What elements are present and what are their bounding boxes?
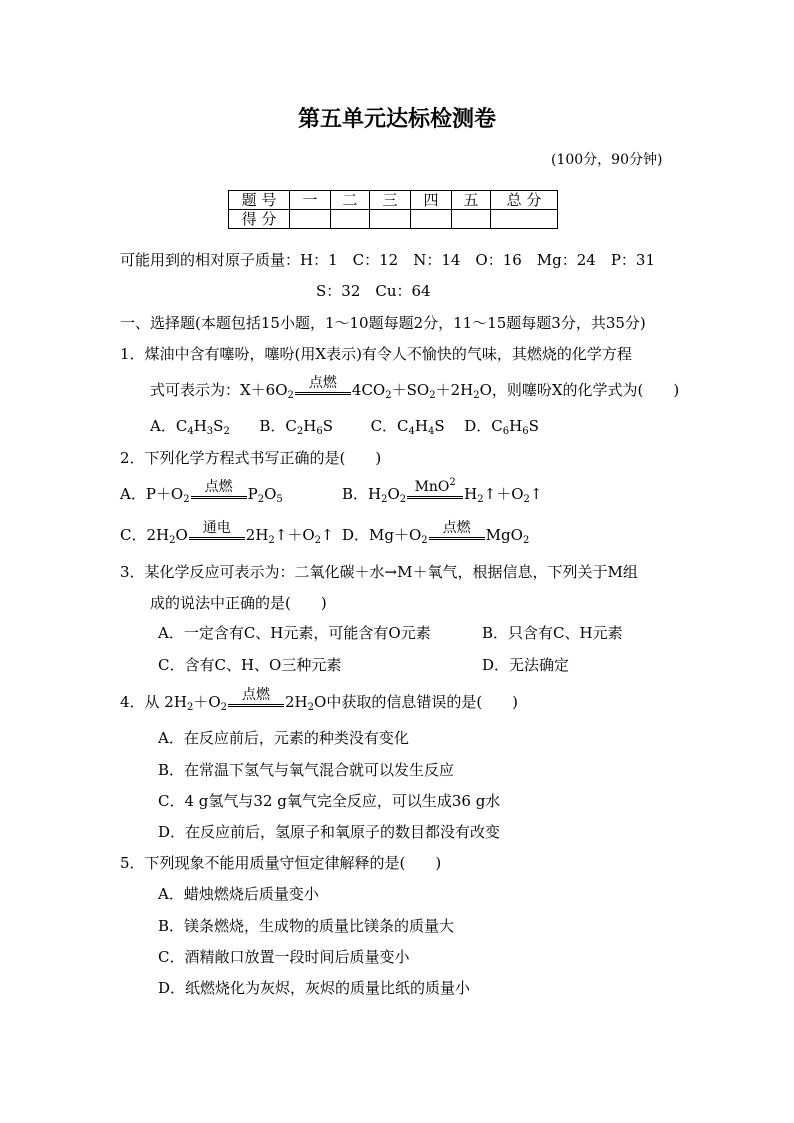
condition-label: 点燃 — [308, 375, 337, 391]
table-cell: 三 — [370, 191, 411, 210]
table-cell: 四 — [411, 191, 452, 210]
atomic-mass-line1: 可能用到的相对原子质量：H：1 C：12 N：14 O：16 Mg：24 P：31 — [120, 251, 656, 269]
question-3-stem: 3．某化学反应可表示为：二氧化碳＋水→M＋氧气，根据信息，下列关于M组 — [120, 563, 638, 581]
score-input-cell[interactable] — [331, 210, 370, 229]
score-input-cell[interactable] — [370, 210, 411, 229]
option-a[interactable]: A．$P+O_2$ 点燃 $P_2O_5$ — [120, 479, 283, 505]
question-5-stem: 5．下列现象不能用质量守恒定律解释的是( ) — [120, 854, 442, 872]
condition-label: 点燃 — [442, 520, 471, 536]
condition-label: 通电 — [202, 520, 231, 536]
question-1-options — [150, 416, 539, 436]
question-3-stem-cont: 成的说法中正确的是( ) — [150, 594, 327, 612]
equation-tail: ，则噻吩X的化学式为( ) — [491, 381, 680, 399]
option-c[interactable]: C．$2H_2O$ 通电 $2H_2↑+O_2↑$ — [120, 520, 334, 546]
table-cell: 总 分 — [491, 191, 558, 210]
option-a[interactable]: A．在反应前后，元素的种类没有变化 — [158, 729, 409, 747]
table-cell: 一 — [290, 191, 331, 210]
table-cell: 题 号 — [229, 191, 290, 210]
question-1-equation: 式可表示为：$X+6O_2$ 点燃 $4CO_2+SO_2+2H_2O$，则噻吩X的化学式为( ) — [150, 375, 680, 401]
option-d[interactable]: D．在反应前后，氢原子和氧原子的数目都没有改变 — [158, 823, 501, 841]
option-c[interactable]: C．酒精敞口放置一段时间后质量变小 — [158, 948, 410, 966]
atomic-mass-line2: S：32 Cu：64 — [316, 282, 431, 300]
option-b[interactable]: B．在常温下氢气与氧气混合就可以发生反应 — [158, 761, 455, 779]
option-c[interactable]: C．4 g氢气与32 g氧气完全反应，可以生成36 g水 — [158, 792, 501, 810]
section-heading: 一、选择题(本题包括15小题，1～10题每题2分，11～15题每题3分，共35分) — [120, 314, 646, 332]
table-cell: 五 — [452, 191, 491, 210]
score-input-cell[interactable] — [452, 210, 491, 229]
option-c[interactable]: C．含有C、H、O三种元素 — [158, 656, 342, 674]
option-b[interactable]: B．$H_2O_2$ MnO$^2$ $H_2↑+O_2↑$ — [342, 477, 543, 505]
score-input-cell[interactable] — [290, 210, 331, 229]
equation-text: 式可表示为：X＋6O — [150, 381, 288, 399]
question-4-stem: 4．从 $2H_2+O_2$ 点燃 $2H_2O$中获取的信息错误的是( ) — [120, 687, 519, 713]
table-cell: 二 — [331, 191, 370, 210]
option-b[interactable]: B．$C_2H_6S$ — [259, 417, 334, 437]
stem-tail: 中获取的信息错误的是( ) — [326, 693, 519, 711]
option-b[interactable]: B．镁条燃烧，生成物的质量比镁条的质量大 — [158, 917, 455, 935]
condition-label: 点燃 — [242, 687, 270, 703]
score-input-cell[interactable] — [491, 210, 558, 229]
page-title: 第五单元达标检测卷 — [297, 106, 496, 132]
option-c[interactable]: C．$C_4H_4S$ — [370, 417, 445, 437]
option-d[interactable]: D．$C_6H_6S$ — [464, 417, 539, 437]
score-input-cell[interactable] — [411, 210, 452, 229]
table-row — [229, 210, 558, 229]
option-a[interactable]: A．一定含有C、H元素，可能含有O元素 — [158, 624, 431, 642]
option-d[interactable]: D．$Mg+O_2$ 点燃 MgO$_2$ — [342, 520, 530, 546]
table-cell: 得 分 — [229, 210, 290, 229]
exam-meta: (100分，90分钟) — [551, 152, 663, 168]
condition-label: 点燃 — [204, 479, 233, 495]
table-row — [229, 191, 558, 210]
question-1-stem: 1．煤油中含有噻吩，噻吩(用X表示)有令人不愉快的气味，其燃烧的化学方程 — [120, 345, 632, 363]
option-a[interactable]: A．$C_4H_3S_2$ — [150, 417, 230, 437]
option-b[interactable]: B．只含有C、H元素 — [482, 624, 623, 642]
score-table — [228, 190, 558, 229]
option-d[interactable]: D．纸燃烧化为灰烬，灰烬的质量比纸的质量小 — [158, 979, 471, 997]
option-d[interactable]: D．无法确定 — [482, 656, 570, 674]
option-a[interactable]: A．蜡烛燃烧后质量变小 — [158, 885, 319, 903]
reaction-condition — [295, 375, 351, 395]
question-2-stem: 2．下列化学方程式书写正确的是( ) — [120, 449, 382, 467]
